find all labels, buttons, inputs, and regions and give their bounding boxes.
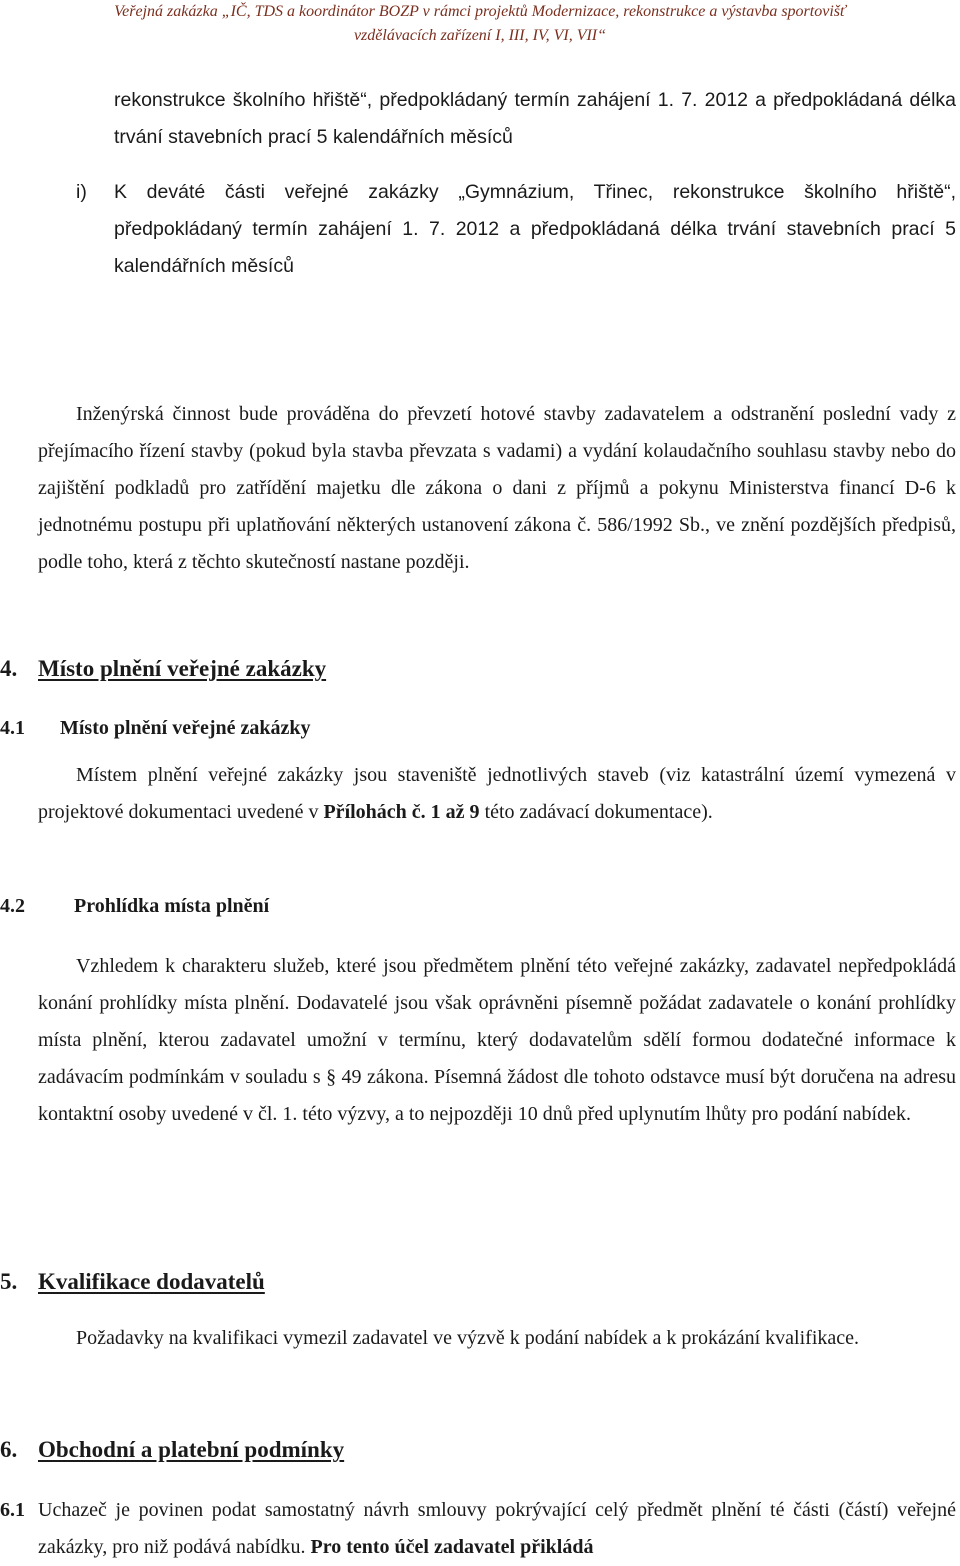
- subsection-number: 6.1: [0, 1499, 25, 1521]
- commercial-terms-text: [38, 1492, 956, 1566]
- section-number: 5.: [0, 1269, 18, 1294]
- subsection-title: Místo plnění veřejné zakázky: [60, 717, 311, 739]
- section-title: Kvalifikace dodavatelů: [38, 1269, 265, 1294]
- subsection-title: Prohlídka místa plnění: [74, 895, 270, 917]
- attachments-reference: Přílohách č. 1 až 9: [323, 801, 480, 823]
- section-number: 4.: [0, 656, 18, 681]
- subsection-number: 4.2: [0, 895, 25, 917]
- text-part: Místem plnění veřejné zakázky jsou staveniště jednotlivých staveb (viz katastrální území vymezená v projektové dokumentaci uvedené v: [38, 764, 956, 823]
- section-number: 6.: [0, 1437, 18, 1462]
- site-inspection-text: Vzhledem k charakteru služeb, které jsou předmětem plnění této veřejné zakázky, zadavatel nepředpokládá konání prohlídky místa plnění. Dodavatelé jsou však oprávněni písemně požádat zadavatele o konání prohlídky místa plnění, kterou zadavatel umožní v termínu, který dodavatelům sdělí formou dodatečné informace k zadávacím podmínkám v souladu s § 49 zákona. Písemná žádost dle tohoto odstavce musí být doručena na adresu kontaktní osoby uvedené v čl. 1. této výzvy, a to nejpozději 10 dnů před uplynutím lhůty pro podání nabídek.: [38, 955, 956, 1125]
- header-line-1: Veřejná zakázka „IČ, TDS a koordinátor BOZP v rámci projektů Modernizace, rekonstrukce a výstavba sportovišť: [114, 3, 846, 20]
- page-header: [0, 0, 960, 48]
- qualification-text: Požadavky na kvalifikaci vymezil zadavatel ve výzvě k podání nabídek a k prokázání kvalifikace.: [76, 1327, 860, 1349]
- subsection-number: 4.1: [0, 717, 25, 739]
- text-part: Uchazeč je povinen podat samostatný návrh smlouvy pokrývající celý předmět plnění té části (částí) veřejné zakázky, pro niž podává nabídku.: [38, 1499, 956, 1558]
- list-item-label: i): [76, 181, 87, 203]
- header-line-2: vzdělávacích zařízení I, III, IV, VI, VII“: [353, 27, 607, 44]
- section-title: Místo plnění veřejné zakázky: [38, 656, 327, 681]
- section-title: Obchodní a platební podmínky: [38, 1437, 345, 1462]
- list-item-text: K deváté části veřejné zakázky „Gymnázium, Třinec, rekonstrukce školního hřiště“, předpokládaný termín zahájení 1. 7. 2012 a předpokládaná délka trvání stavebních prací 5 kalendářních měsíců: [114, 181, 956, 277]
- bold-text-part: Pro tento účel zadavatel přikládá: [310, 1536, 594, 1558]
- place-of-performance-text: [38, 757, 956, 831]
- text-part: této zadávací dokumentace).: [479, 801, 713, 823]
- engineering-paragraph: Inženýrská činnost bude prováděna do převzetí hotové stavby zadavatelem a odstranění poslední vady z přejímacího řízení stavby (pokud byla stavba převzata s vadami) a vydání kolaudačního souhlasu stavby nebo do zajištění podkladů pro zatřídění majetku dle zákona o dani z příjmů a pokynu Ministerstva financí D-6 k jednotnému postupu při uplatňování některých ustanovení zákona č. 586/1992 Sb., ve znění pozdějších předpisů, podle toho, která z těchto skutečností nastane později.: [38, 403, 956, 573]
- list-continuation: rekonstrukce školního hřiště“, předpokládaný termín zahájení 1. 7. 2012 a předpokládaná délka trvání stavebních prací 5 kalendářních měsíců: [114, 89, 956, 148]
